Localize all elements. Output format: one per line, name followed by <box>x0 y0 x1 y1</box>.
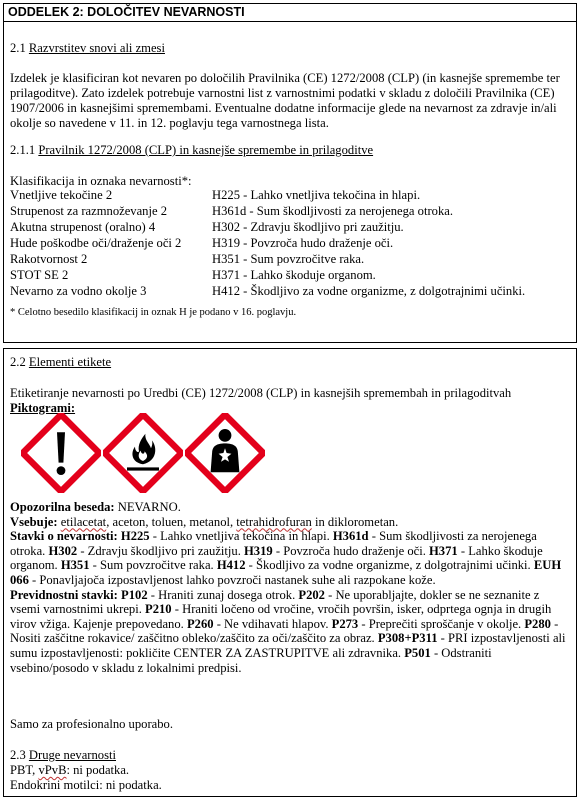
hazard-statements-label: Stavki o nevarnosti: <box>10 529 118 544</box>
heading-2-1-number: 2.1 <box>10 41 26 55</box>
section-header: ODDELEK 2: DOLOČITEV NEVARNOSTI <box>4 4 576 22</box>
health-hazard-pictogram <box>185 413 265 493</box>
signal-word-line <box>10 500 570 515</box>
hazard-code: H351 <box>60 558 90 573</box>
heading-2-3 <box>10 748 116 763</box>
heading-2-2-title: Elementi etikete <box>28 355 112 369</box>
precaution-text: - Hraniti zunaj dosega otrok. <box>147 587 299 602</box>
classification-row <box>10 236 394 251</box>
contains-label: Vsebuje: <box>10 514 58 529</box>
signal-word-label: Opozorilna beseda: <box>10 500 115 514</box>
heading-2-1-1-number: 2.1.1 <box>10 143 36 157</box>
hazard-class: Nevarno za vodno okolje 3 <box>10 284 147 298</box>
hazard-statement: H412 - Škodljivo za vodne organizme, z dolgotrajnimi učinki. <box>212 284 526 298</box>
section-2-1-box <box>3 3 577 343</box>
signal-word-value: NEVARNO. <box>117 500 181 514</box>
heading-2-2-number: 2.2 <box>10 355 26 369</box>
heading-2-3-number: 2.3 <box>10 748 26 762</box>
pbt-value: : ni podatka. <box>66 763 130 777</box>
pbt-label: PBT, <box>10 763 36 777</box>
classification-row <box>10 252 365 267</box>
hazard-code: H302 <box>48 543 78 558</box>
classification-paragraph: Izdelek je klasificiran kot nevaren po določilih Pravilnika (CE) 1272/2008 (CLP) (in kasnejše spremembe ter prilagoditve). Zato izdelek potrebuje varnostni list z varnostnimi podatki v skladu z določili Pravilnika (CE) 1907/2006 in kasnejšimi spremembami. Eventualne dodatne informacije glede na nevarnost za zdravje in/ali okolje so navedene v 11. in 12. poglavju tega varnostnega lista. <box>10 71 560 130</box>
hazard-statement: H225 - Lahko vnetljiva tekočina in hlapi. <box>212 188 421 202</box>
hazard-statement: H302 - Zdravju škodljivo pri zaužitju. <box>212 220 404 234</box>
hazard-class: Strupenost za razmnoževanje 2 <box>10 204 168 218</box>
hazard-code: EUH 066 <box>10 558 562 587</box>
classification-title: Klasifikacija in oznaka nevarnosti*: <box>10 174 192 188</box>
hazard-class: Hude poškodbe oči/draženje oči 2 <box>10 236 182 250</box>
hazard-code: H225 <box>120 529 150 544</box>
precaution-code: P308+P311 <box>377 631 438 646</box>
heading-2-1 <box>10 41 165 56</box>
hazard-statement: H319 - Povzroča hudo draženje oči. <box>212 236 394 250</box>
hazard-statement: H361d - Sum škodljivosti za nerojenega otroka. <box>212 204 453 218</box>
precaution-text: - Odstraniti vsebino/posodo v skladu z lokalnimi predpisi. <box>10 645 492 675</box>
hazard-text: - Sum škodljivosti za nerojenega otroka. <box>10 529 537 558</box>
labelling-intro: Etiketiranje nevarnosti po Uredbi (CE) 1272/2008 (CLP) in kasnejših spremembah in prilagoditvah <box>10 386 512 400</box>
hazard-statement: H371 - Lahko škoduje organom. <box>212 268 376 282</box>
contains-substances: aceton, toluen, metanol, <box>112 514 234 529</box>
precaution-code: P210 <box>145 602 172 617</box>
hazard-text: - Škodljivo za vodne organizme, z dolgotrajnimi učinki. <box>245 558 534 573</box>
precaution-text: - Ne vdihavati hlapov. <box>213 616 332 631</box>
heading-2-2 <box>10 355 111 370</box>
classification-row <box>10 188 421 203</box>
hazard-code: H371 <box>429 543 458 558</box>
precaution-code: P102 <box>121 587 148 602</box>
heading-2-1-1-title: Pravilnik 1272/2008 (CLP) in kasnejše spremembe in prilagoditve <box>38 143 374 157</box>
hazard-text: - Povzroča hudo draženje oči. <box>272 543 430 558</box>
hazard-class: STOT SE 2 <box>10 268 69 282</box>
hazard-class: Rakotvornost 2 <box>10 252 88 266</box>
precaution-code: P273 <box>331 616 359 631</box>
classification-row <box>10 268 376 283</box>
hazard-text: - Zdravju škodljivo pri zaužitju. <box>77 543 245 558</box>
contains-substance: tetrahidrofuran <box>236 514 312 529</box>
label-elements-text <box>10 500 570 675</box>
hazard-class: Vnetljive tekočine 2 <box>10 188 113 202</box>
classification-row <box>10 220 404 235</box>
contains-substance: etilacetat <box>60 514 107 529</box>
precaution-code: P501 <box>404 645 431 660</box>
hazard-text: - Lahko vnetljiva tekočina in hlapi. <box>149 529 333 544</box>
hazard-text: - Sum povzročitve raka. <box>89 558 217 573</box>
contains-tail: in diklorometan. <box>314 514 399 529</box>
classification-row <box>10 284 526 299</box>
hazard-statements <box>10 529 570 587</box>
classification-row <box>10 204 453 219</box>
hazard-statement: H351 - Sum povzročitve raka. <box>212 252 365 266</box>
contains-line: Vsebuje: etilacetat, aceton, toluen, metanol, tetrahidrofuran in diklorometan. <box>10 514 399 529</box>
precautionary-statements <box>10 588 570 676</box>
classification-footnote: * Celotno besedilo klasifikacij in oznak H je podano v 16. poglavju. <box>10 307 297 318</box>
precaution-text: - Nositi zaščitne rokavice/ zaščitno obleko/zaščito za oči/zaščito za obraz. <box>10 616 559 646</box>
heading-2-1-1 <box>10 143 373 158</box>
hazard-code: H319 <box>244 543 273 558</box>
precaution-code: P280 <box>524 616 551 631</box>
heading-2-1-title: Razvrstitev snovi ali zmesi <box>28 41 165 55</box>
hazard-text: - Lahko škoduje organom. <box>10 543 543 573</box>
precaution-text: - Hraniti ločeno od vročine, vročih površin, isker, odprtega ognja in drugih virov vžiga. Kajenje prepovedano. <box>10 602 552 631</box>
precautionary-label: Previdnostni stavki: <box>10 587 118 602</box>
hazard-code: H412 <box>216 558 246 573</box>
flame-pictogram <box>103 413 183 493</box>
precaution-code: P260 <box>186 616 214 631</box>
hazard-code: H361d <box>332 529 369 544</box>
heading-2-3-title: Druge nevarnosti <box>28 748 116 762</box>
hazard-text: - Ponavljajoča izpostavljenost lahko povzroči nastanek suhe ali razpokane kože. <box>28 572 436 587</box>
pictograms-label-text: Piktogrami: <box>10 401 76 415</box>
endocrine-line: Endokrini motilci: ni podatka. <box>10 778 162 792</box>
precaution-text: - Preprečiti sproščanje v okolje. <box>358 616 525 631</box>
hazard-class: Akutna strupenost (oralno) 4 <box>10 220 156 234</box>
professional-use-note: Samo za profesionalno uporabo. <box>10 717 173 731</box>
precaution-code: P202 <box>298 587 325 602</box>
vpvb-label: vPvB <box>38 763 67 777</box>
exclamation-mark-pictogram <box>21 413 101 493</box>
pbt-line <box>10 763 129 778</box>
precaution-text: - PRI izpostavljenosti ali sumu izpostavljenosti: pokličite CENTER ZA ZASTRUPITVE ali zdravnika. <box>10 631 566 660</box>
precaution-text: - Ne uporabljajte, dokler se ne seznanite z vsemi varnostnimi ukrepi. <box>10 587 540 617</box>
